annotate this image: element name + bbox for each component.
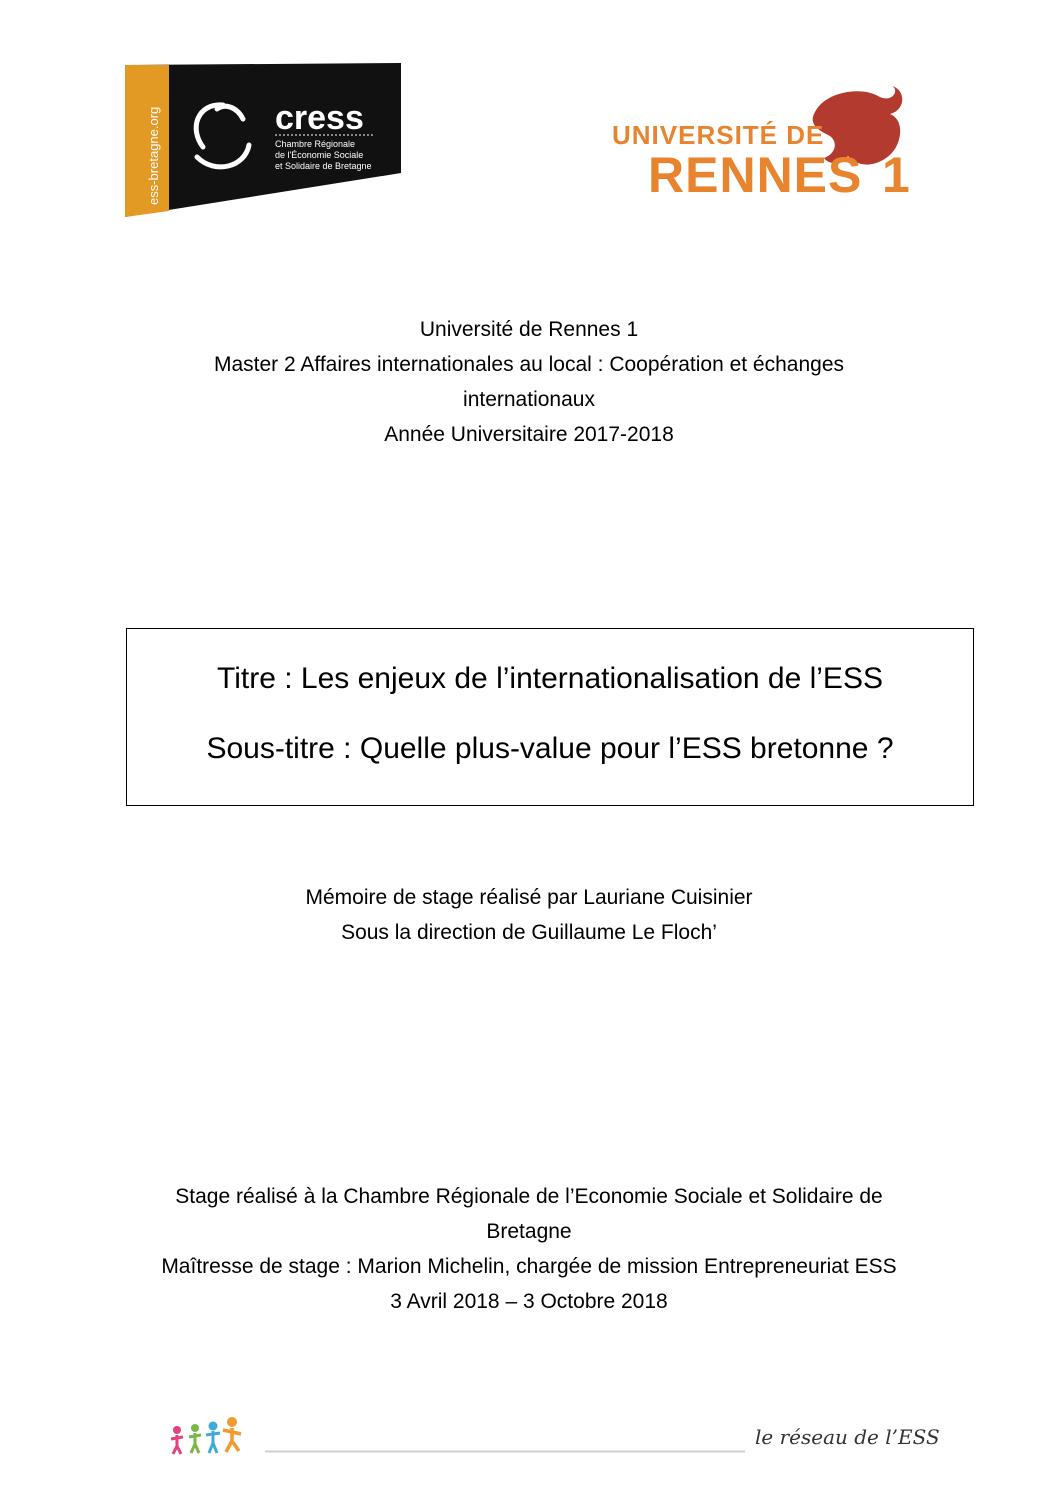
people-figures-icon: [165, 1408, 265, 1458]
university-info: [0, 312, 1058, 452]
internship-info: [0, 1179, 1058, 1319]
master-line-cont: internationaux: [463, 388, 595, 411]
internship-place: Stage réalisé à la Chambre Régionale de l’Economie Sociale et Solidaire de: [175, 1185, 883, 1208]
rennes-line1: UNIVERSITÉ DE: [612, 120, 825, 150]
internship-tutor: Maîtresse de stage : Marion Michelin, chargée de mission Entrepreneuriat ESS: [161, 1255, 897, 1278]
cress-name: cress: [275, 99, 364, 137]
footer-divider: [265, 1440, 745, 1443]
rennes-number: 1: [882, 147, 910, 199]
cress-url-text: ess-bretagne.org: [146, 106, 161, 205]
internship-place-cont: Bretagne: [486, 1220, 572, 1243]
thesis-subtitle: Sous-titre : Quelle plus-value pour l’ESS bretonne ?: [206, 732, 894, 765]
master-line: Master 2 Affaires internationales au local : Coopération et échanges: [214, 353, 844, 376]
cress-subtitle-1: Chambre Régionale: [275, 139, 356, 149]
figure-1-icon: [171, 1426, 183, 1454]
university-name: Université de Rennes 1: [419, 318, 639, 341]
rennes-logo: [610, 84, 915, 199]
cress-subtitle-3: et Solidaire de Bretagne: [275, 161, 372, 171]
author-line: Mémoire de stage réalisé par Lauriane Cuisinier: [305, 886, 753, 909]
cress-subtitle-2: de l'Économie Sociale: [275, 150, 364, 160]
academic-year: Année Universitaire 2017-2018: [384, 423, 674, 446]
figure-3-icon: [206, 1422, 220, 1454]
internship-dates: 3 Avril 2018 – 3 Octobre 2018: [390, 1290, 668, 1313]
title-box: [126, 628, 974, 806]
supervisor-line: Sous la direction de Guillaume Le Floch’: [341, 921, 717, 944]
memoire-info: [0, 880, 1058, 950]
figure-2-icon: [189, 1424, 201, 1453]
rennes-line2: RENNES: [648, 147, 863, 199]
footer-tagline: le réseau de l’ESS: [755, 1425, 940, 1449]
cress-logo: [125, 63, 405, 219]
thesis-title: Titre : Les enjeux de l’internationalisation de l’ESS: [217, 662, 883, 695]
figure-4-icon: [223, 1417, 241, 1452]
